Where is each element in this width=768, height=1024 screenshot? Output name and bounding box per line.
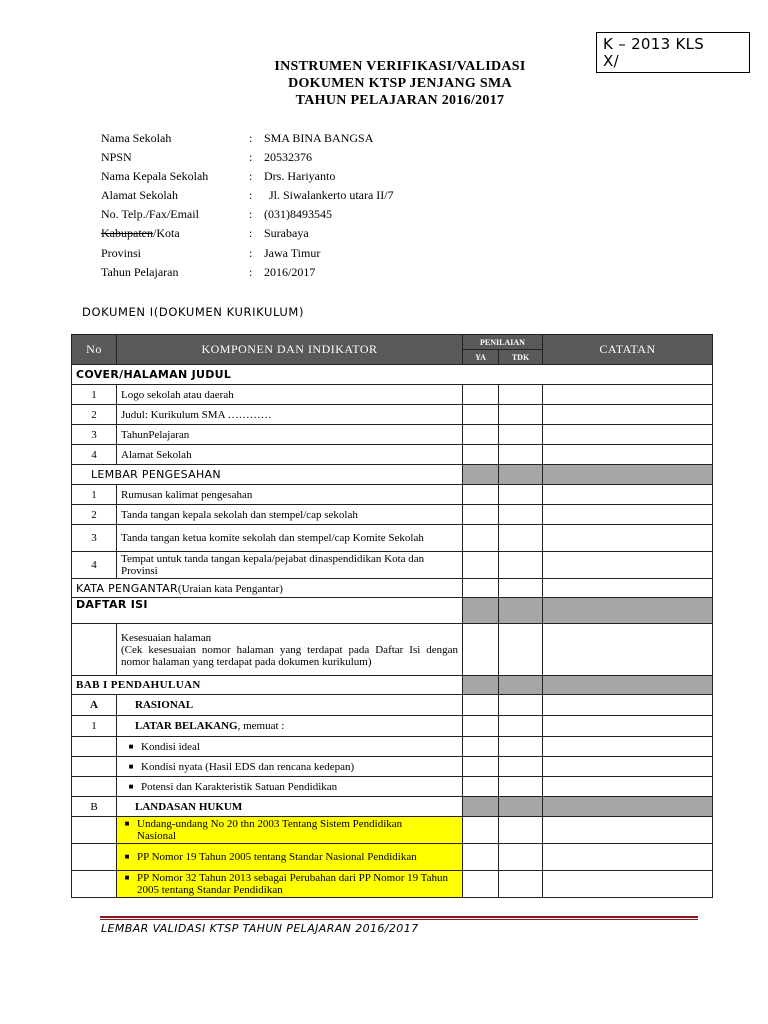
latar-belakang-suffix: , memuat : xyxy=(237,720,285,732)
info-label xyxy=(101,224,249,243)
bullet-text: Kondisi ideal xyxy=(141,740,200,753)
row-number xyxy=(72,817,117,844)
info-label: No. Telp./Fax/Email xyxy=(101,207,199,222)
daftar-isi-item-detail: (Cek kesesuaian nomor halaman yang terdapat pada Daftar Isi dengan nomor halaman yang terdapat pada dokumen kurikulum) xyxy=(121,643,458,668)
row-indicator: Tanda tangan ketua komite sekolah dan stempel/cap Komite Sekolah xyxy=(117,525,463,552)
table-row xyxy=(72,552,713,579)
tdk-cell[interactable] xyxy=(499,757,543,777)
catatan-cell[interactable] xyxy=(543,552,713,579)
tdk-cell[interactable] xyxy=(499,425,543,445)
ya-cell[interactable] xyxy=(463,624,499,676)
page-footer: LEMBAR VALIDASI KTSP TAHUN PELAJARAN 2016/2017 xyxy=(101,922,419,935)
table-row xyxy=(72,525,713,552)
info-label: Tahun Pelajaran xyxy=(101,264,179,279)
ya-cell[interactable] xyxy=(463,385,499,405)
catatan-cell[interactable] xyxy=(543,777,713,797)
info-colon: : xyxy=(249,226,253,241)
law-item xyxy=(117,844,463,871)
catatan-cell[interactable] xyxy=(543,871,713,898)
header-catatan: CATATAN xyxy=(543,335,713,365)
header-tdk: TDK xyxy=(499,350,543,365)
row-indicator: Judul: Kurikulum SMA ………… xyxy=(117,405,463,425)
row-number: 2 xyxy=(72,505,117,525)
latar-belakang-row xyxy=(117,716,463,737)
info-value: Surabaya xyxy=(264,226,309,241)
tdk-cell[interactable] xyxy=(499,505,543,525)
law-text: PP Nomor 32 Tahun 2013 sebagai Perubahan dari PP Nomor 19 Tahun 2005 tentang Standar Pendidikan xyxy=(137,872,449,896)
law-item xyxy=(117,817,463,844)
info-value: Drs. Hariyanto xyxy=(264,169,336,184)
code-line-1: K – 2013 KLS xyxy=(603,35,705,53)
row-number: 3 xyxy=(72,525,117,552)
verification-table xyxy=(71,334,713,898)
code-line-2: X/ xyxy=(603,52,619,70)
tdk-cell[interactable] xyxy=(499,737,543,757)
catatan-cell[interactable] xyxy=(543,695,713,716)
table-row xyxy=(72,737,713,757)
header-ya: YA xyxy=(463,350,499,365)
table-row xyxy=(72,871,713,898)
bullet-text: Kondisi nyata (Hasil EDS dan rencana kedepan) xyxy=(141,760,355,773)
document-title xyxy=(200,58,600,109)
tdk-cell[interactable] xyxy=(499,385,543,405)
bullet-icon: ■ xyxy=(128,761,134,771)
row-indicator: Rumusan kalimat pengesahan xyxy=(117,485,463,505)
row-indicator: Logo sekolah atau daerah xyxy=(117,385,463,405)
header-komponen: KOMPONEN DAN INDIKATOR xyxy=(117,335,463,365)
ya-cell[interactable] xyxy=(463,757,499,777)
grey-cell xyxy=(463,465,499,485)
info-label: NPSN xyxy=(101,150,132,165)
title-line-3: TAHUN PELAJARAN 2016/2017 xyxy=(295,93,505,108)
table-row xyxy=(72,676,713,695)
table-row xyxy=(72,365,713,385)
info-value: Jl. Siwalankerto utara II/7 xyxy=(269,188,394,203)
pengesahan-heading: LEMBAR PENGESAHAN xyxy=(72,465,463,485)
tdk-cell[interactable] xyxy=(499,445,543,465)
row-indicator: Tempat untuk tanda tangan kepala/pejabat dinaspendidikan Kota dan Provinsi xyxy=(117,552,463,579)
info-colon: : xyxy=(249,169,253,184)
table-row xyxy=(72,817,713,844)
info-value: Jawa Timur xyxy=(264,245,321,260)
info-label: Nama Kepala Sekolah xyxy=(101,169,209,184)
tdk-cell[interactable] xyxy=(499,695,543,716)
info-colon: : xyxy=(249,188,253,203)
catatan-cell[interactable] xyxy=(543,485,713,505)
info-colon: : xyxy=(249,131,253,145)
tdk-cell[interactable] xyxy=(499,624,543,676)
rasional-label: RASIONAL xyxy=(117,695,463,716)
info-label-rest: /Kota xyxy=(152,226,180,241)
grey-cell xyxy=(499,676,543,695)
ya-cell[interactable] xyxy=(463,445,499,465)
table-row xyxy=(72,777,713,797)
ya-cell[interactable] xyxy=(463,695,499,716)
bullet-row xyxy=(117,737,463,757)
ya-cell[interactable] xyxy=(463,505,499,525)
row-number: 1 xyxy=(72,485,117,505)
table-row xyxy=(72,465,713,485)
grey-cell xyxy=(499,465,543,485)
catatan-cell[interactable] xyxy=(543,624,713,676)
catatan-cell[interactable] xyxy=(543,445,713,465)
bullet-row xyxy=(117,757,463,777)
bullet-icon: ■ xyxy=(124,852,130,861)
kata-pengantar-label: KATA PENGANTAR xyxy=(76,581,178,595)
ya-cell[interactable] xyxy=(463,425,499,445)
table-row xyxy=(72,757,713,777)
header-penilaian: PENILAIAN xyxy=(463,335,543,350)
document-code-box xyxy=(596,32,750,73)
footer-rule xyxy=(100,916,698,918)
catatan-cell[interactable] xyxy=(543,737,713,757)
kata-pengantar-suffix: (Uraian kata Pengantar) xyxy=(177,582,283,595)
grey-cell xyxy=(463,797,499,817)
cover-heading: COVER/HALAMAN JUDUL xyxy=(72,365,713,385)
bullet-text: Potensi dan Karakteristik Satuan Pendidikan xyxy=(141,780,338,793)
grey-cell xyxy=(463,676,499,695)
ya-cell[interactable] xyxy=(463,579,499,598)
tdk-cell[interactable] xyxy=(499,552,543,579)
ya-cell[interactable] xyxy=(463,844,499,871)
tdk-cell[interactable] xyxy=(499,716,543,737)
ya-cell[interactable] xyxy=(463,817,499,844)
table-row xyxy=(72,579,713,598)
tdk-cell[interactable] xyxy=(499,871,543,898)
bullet-icon: ■ xyxy=(124,819,130,828)
table-row xyxy=(72,716,713,737)
table-row xyxy=(72,425,713,445)
grey-cell xyxy=(499,797,543,817)
catatan-cell[interactable] xyxy=(543,385,713,405)
daftar-isi-item-title: Kesesuaian halaman xyxy=(121,631,212,644)
row-number: 2 xyxy=(72,405,117,425)
row-letter: B xyxy=(72,797,117,817)
header-no: No xyxy=(72,335,117,365)
grey-cell xyxy=(463,598,499,624)
row-indicator: Tanda tangan kepala sekolah dan stempel/cap sekolah xyxy=(117,505,463,525)
title-line-1: INSTRUMEN VERIFIKASI/VALIDASI xyxy=(274,59,526,74)
bullet-row xyxy=(117,777,463,797)
tdk-cell[interactable] xyxy=(499,579,543,598)
grey-cell xyxy=(543,676,713,695)
grey-cell xyxy=(499,598,543,624)
row-number xyxy=(72,624,117,676)
bullet-icon: ■ xyxy=(124,873,130,882)
row-number: 1 xyxy=(72,385,117,405)
info-colon: : xyxy=(249,264,253,279)
kata-pengantar-row xyxy=(72,579,463,598)
row-number xyxy=(72,871,117,898)
row-number: 4 xyxy=(72,552,117,579)
catatan-cell[interactable] xyxy=(543,505,713,525)
info-colon: : xyxy=(249,207,253,222)
table-row xyxy=(72,797,713,817)
info-value: 20532376 xyxy=(264,150,312,165)
law-text: PP Nomor 19 Tahun 2005 tentang Standar Nasional Pendidikan xyxy=(137,851,417,863)
table-row xyxy=(72,485,713,505)
bullet-icon: ■ xyxy=(128,781,134,791)
info-colon: : xyxy=(249,150,253,165)
row-number xyxy=(72,757,117,777)
catatan-cell[interactable] xyxy=(543,579,713,598)
row-indicator xyxy=(117,624,463,676)
ya-cell[interactable] xyxy=(463,405,499,425)
table-row xyxy=(72,624,713,676)
ya-cell[interactable] xyxy=(463,777,499,797)
info-colon: : xyxy=(249,245,253,260)
row-indicator: TahunPelajaran xyxy=(117,425,463,445)
grey-cell xyxy=(543,598,713,624)
ya-cell[interactable] xyxy=(463,871,499,898)
row-number xyxy=(72,737,117,757)
law-text: Undang-undang No 20 thn 2003 Tentang Sistem Pendidikan Nasional xyxy=(137,818,403,842)
table-row xyxy=(72,505,713,525)
table-row xyxy=(72,695,713,716)
info-value: (031)8493545 xyxy=(264,207,332,222)
ya-cell[interactable] xyxy=(463,525,499,552)
info-value: SMA BINA BANGSA xyxy=(264,131,374,145)
table-row xyxy=(72,844,713,871)
footer-rule-thin xyxy=(100,919,698,920)
info-label: Alamat Sekolah xyxy=(101,188,178,203)
section-title: DOKUMEN I(DOKUMEN KURIKULUM) xyxy=(82,305,305,319)
row-number xyxy=(72,777,117,797)
catatan-cell[interactable] xyxy=(543,757,713,777)
row-number: 4 xyxy=(72,445,117,465)
law-item xyxy=(117,871,463,898)
latar-belakang-label: LATAR BELAKANG xyxy=(135,720,238,732)
row-number: 1 xyxy=(72,716,117,737)
info-label-strikethrough: Kabupaten xyxy=(101,226,153,241)
catatan-cell[interactable] xyxy=(543,405,713,425)
info-value: 2016/2017 xyxy=(264,264,316,279)
info-label: Provinsi xyxy=(101,245,142,260)
ya-cell[interactable] xyxy=(463,737,499,757)
table-row xyxy=(72,405,713,425)
ya-cell[interactable] xyxy=(463,552,499,579)
catatan-cell[interactable] xyxy=(543,425,713,445)
catatan-cell[interactable] xyxy=(543,525,713,552)
landasan-hukum-label: LANDASAN HUKUM xyxy=(117,797,463,817)
tdk-cell[interactable] xyxy=(499,844,543,871)
tdk-cell[interactable] xyxy=(499,777,543,797)
table-row xyxy=(72,445,713,465)
grey-cell xyxy=(543,797,713,817)
table-row xyxy=(72,598,713,624)
row-number xyxy=(72,844,117,871)
tdk-cell[interactable] xyxy=(499,405,543,425)
table-row xyxy=(72,385,713,405)
row-number: 3 xyxy=(72,425,117,445)
catatan-cell[interactable] xyxy=(543,716,713,737)
table-header-row xyxy=(72,335,713,350)
title-line-2: DOKUMEN KTSP JENJANG SMA xyxy=(288,76,512,91)
grey-cell xyxy=(543,465,713,485)
bullet-icon: ■ xyxy=(128,741,134,751)
row-letter: A xyxy=(72,695,117,716)
catatan-cell[interactable] xyxy=(543,817,713,844)
row-indicator: Alamat Sekolah xyxy=(117,445,463,465)
info-label: Nama Sekolah xyxy=(101,131,172,145)
daftar-isi-heading: DAFTAR ISI xyxy=(72,598,463,624)
tdk-cell[interactable] xyxy=(499,525,543,552)
catatan-cell[interactable] xyxy=(543,844,713,871)
bab1-heading: BAB I PENDAHULUAN xyxy=(72,676,463,695)
tdk-cell[interactable] xyxy=(499,485,543,505)
tdk-cell[interactable] xyxy=(499,817,543,844)
ya-cell[interactable] xyxy=(463,716,499,737)
ya-cell[interactable] xyxy=(463,485,499,505)
